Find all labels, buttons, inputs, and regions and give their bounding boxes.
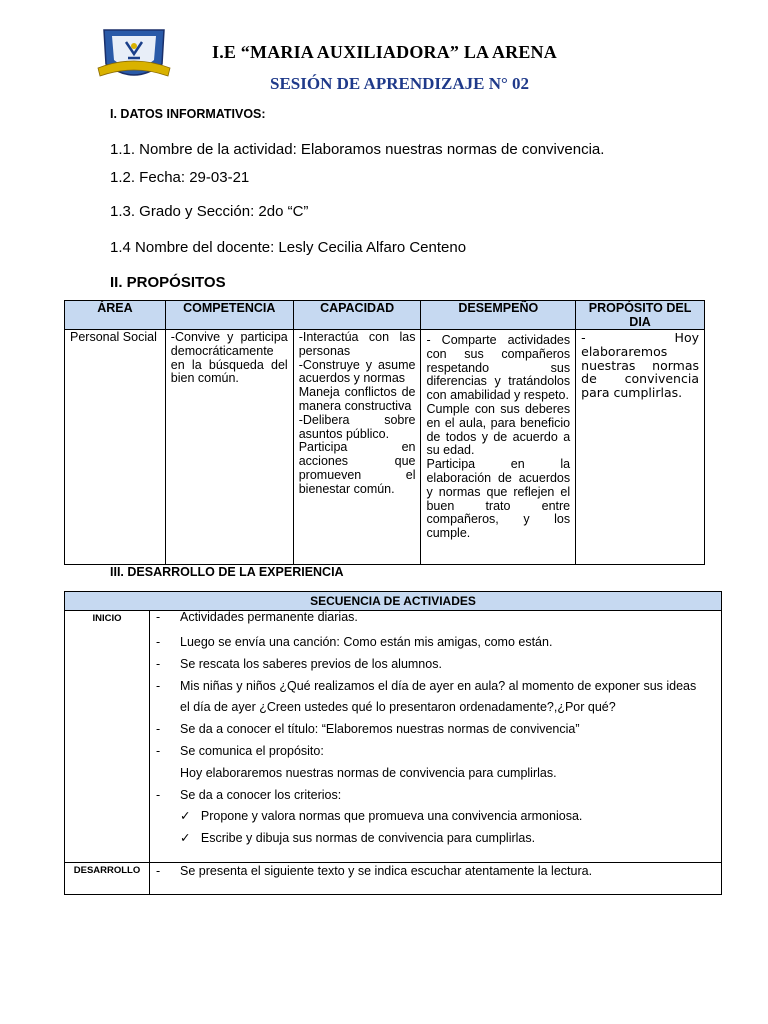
inicio-items bbox=[150, 611, 722, 863]
capacidad-line: Maneja conflictos de manera constructiva bbox=[298, 385, 416, 413]
bullet-dash: - bbox=[156, 635, 161, 649]
section-desarrollo: III. DESARROLLO DE LA EXPERIENCIA bbox=[110, 565, 344, 579]
desempeno-line: Cumple con sus deberes en el aula, para beneficio de todos y de acuerdo a su edad. bbox=[426, 401, 571, 458]
header-desempeno: DESEMPEÑO bbox=[421, 301, 576, 330]
bullet-dash: - bbox=[156, 610, 161, 624]
desempeno-line: Participa en la elaboración de acuerdos y normas que reflejen el buen trato entre compañeros, y los cumple. bbox=[426, 457, 571, 541]
bullet-dash: - bbox=[156, 722, 161, 737]
header-competencia: COMPETENCIA bbox=[165, 301, 293, 330]
secuencia-table bbox=[64, 591, 722, 895]
header-area: ÁREA bbox=[65, 301, 166, 330]
activity-name: 1.1. Nombre de la actividad: Elaboramos nuestras normas de convivencia. bbox=[110, 141, 605, 158]
bullet-dash: - bbox=[156, 743, 161, 758]
header-proposito: PROPÓSITO DEL DIA bbox=[576, 301, 705, 330]
capacidad-line: -Construye y asume acuerdos y normas bbox=[298, 357, 416, 386]
bullet-dash: - bbox=[156, 787, 161, 802]
criteria-item: ✓ Propone y valora normas que promueva una convivencia armoniosa. bbox=[180, 809, 583, 824]
capacidad-line: -Interactúa con las personas bbox=[298, 330, 416, 358]
grade-section: 1.3. Grado y Sección: 2do “C” bbox=[110, 203, 309, 220]
list-item: - Mis niñas y niños ¿Qué realizamos el día de ayer en aula? al momento de exponer sus ideas bbox=[156, 676, 715, 698]
list-item: - Se da a conocer el título: “Elaboremos nuestras normas de convivencia” bbox=[156, 719, 715, 741]
secuencia-header: SECUENCIA DE ACTIVIADES bbox=[65, 592, 722, 611]
cell-area: Personal Social bbox=[65, 330, 166, 565]
phase-desarrollo: DESARROLLO bbox=[65, 863, 150, 895]
list-item-continuation: el día de ayer ¿Creen ustedes qué lo presentaron ordenadamente?,¿Por qué? bbox=[180, 700, 616, 715]
criteria-item: ✓ Escribe y dibuja sus normas de convivencia para cumplirlas. bbox=[180, 831, 536, 846]
teacher-name: 1.4 Nombre del docente: Lesly Cecilia Alfaro Centeno bbox=[110, 239, 467, 256]
cell-competencia: -Convive y participa democráticamente en la búsqueda del bien común. bbox=[165, 330, 293, 565]
bullet-dash: - bbox=[156, 678, 161, 693]
session-title: SESIÓN DE APRENDIZAJE N° 02 bbox=[270, 74, 530, 93]
list-item: - Luego se envía una canción: Como están mis amigas, como están. bbox=[156, 632, 715, 654]
section-datos-informativos: I. DATOS INFORMATIVOS: bbox=[110, 107, 266, 121]
list-item: - Se presenta el siguiente texto y se indica escuchar atentamente la lectura. bbox=[156, 864, 593, 878]
header-capacidad: CAPACIDAD bbox=[293, 301, 421, 330]
bullet-dash: - bbox=[156, 656, 161, 671]
phase-inicio: INICIO bbox=[65, 611, 150, 863]
cell-desempeno bbox=[421, 330, 576, 565]
list-item: - Se comunica el propósito: bbox=[156, 741, 715, 763]
capacidad-line: Participa en acciones que promueven el bienestar común. bbox=[298, 440, 416, 496]
desarrollo-items bbox=[150, 863, 722, 895]
list-item: - Se da a conocer los criterios: bbox=[156, 785, 715, 807]
school-title: I.E “MARIA AUXILIADORA” LA ARENA bbox=[212, 42, 557, 62]
list-item-continuation: Hoy elaboraremos nuestras normas de convivencia para cumplirlas. bbox=[180, 765, 557, 780]
desempeno-line: - Comparte actividades con sus compañeros respetando sus diferencias y tratándolos con amabilidad y respeto. bbox=[426, 333, 571, 403]
date: 1.2. Fecha: 29-03-21 bbox=[110, 169, 250, 186]
propositos-table bbox=[64, 300, 705, 565]
section-propositos: II. PROPÓSITOS bbox=[110, 274, 226, 291]
capacidad-line: -Delibera sobre asuntos público. bbox=[298, 412, 416, 441]
checkmark-icon: ✓ bbox=[180, 831, 191, 846]
cell-capacidad bbox=[293, 330, 421, 565]
school-logo bbox=[96, 24, 172, 86]
list-item: - Actividades permanente diarias. bbox=[156, 610, 358, 624]
checkmark-icon: ✓ bbox=[180, 809, 191, 824]
cell-proposito: - Hoy elaboraremos nuestras normas de convivencia para cumplirlas. bbox=[576, 330, 705, 565]
list-item: - Se rescata los saberes previos de los alumnos. bbox=[156, 654, 715, 676]
bullet-dash: - bbox=[156, 864, 161, 878]
